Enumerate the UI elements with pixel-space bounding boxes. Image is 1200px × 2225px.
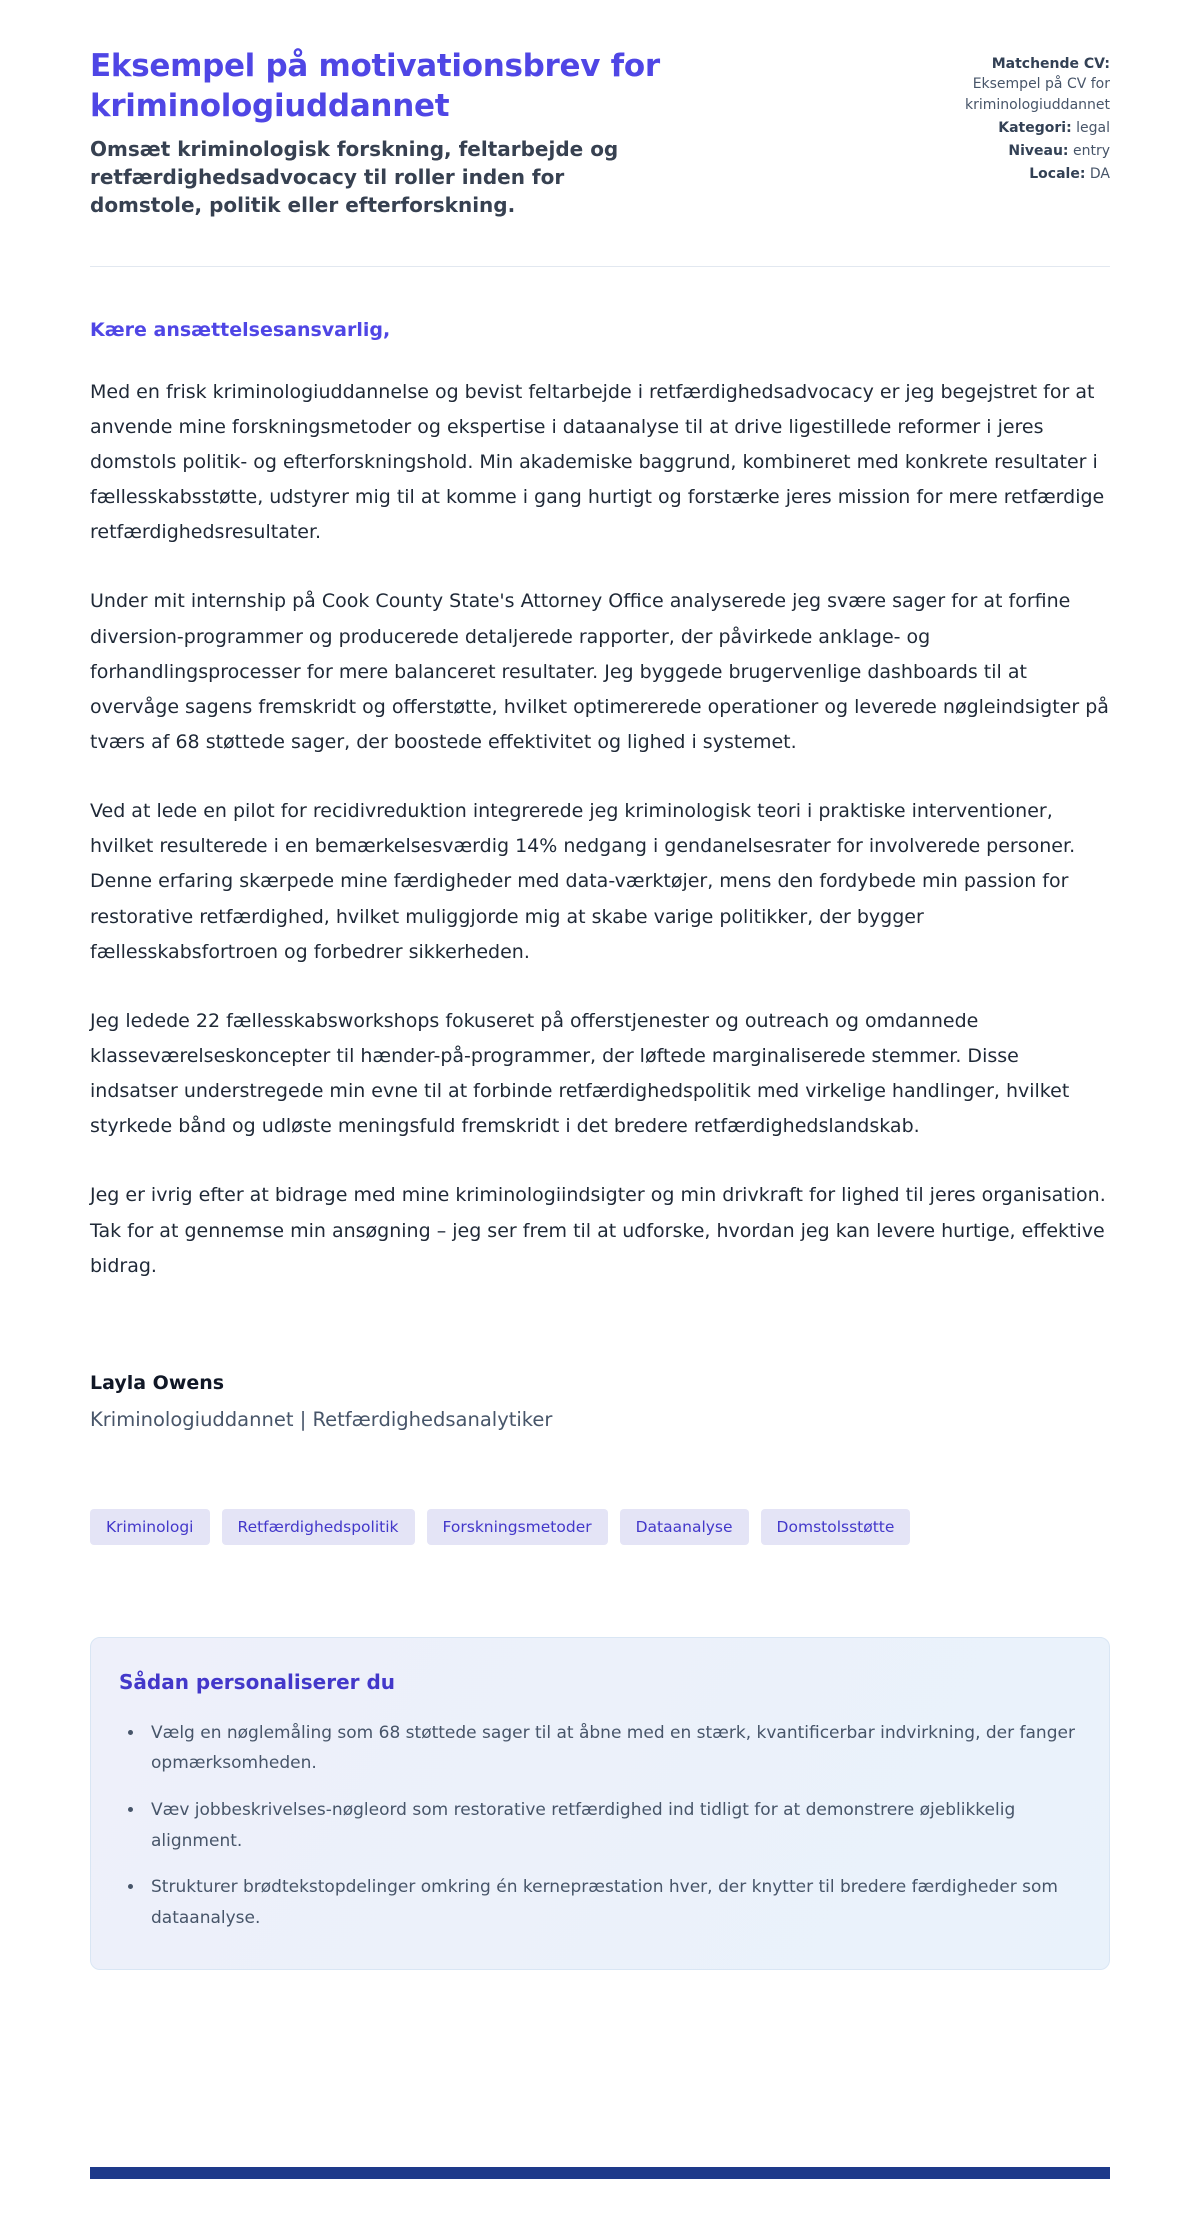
meta-category-value: legal bbox=[1076, 119, 1110, 136]
footer-accent-bar bbox=[90, 2167, 1110, 2179]
skill-tags bbox=[90, 1509, 1110, 1545]
signature-role: Kriminologiuddannet | Retfærdighedsanalytiker bbox=[90, 1407, 553, 1431]
letter-greeting: Kære ansættelsesansvarlig, bbox=[90, 318, 391, 341]
tips-list bbox=[119, 1718, 1081, 1934]
signature-name: Layla Owens bbox=[90, 1371, 225, 1394]
header bbox=[90, 46, 1110, 220]
meta-matching-cv-label: Matchende CV: bbox=[991, 56, 1110, 72]
letter-paragraph: Jeg er ivrig efter at bidrage med mine kriminologiindsigter og min drivkraft for lighed til jeres organisation. Tak for at gennemse min ansøgning – jeg ser frem til at udforske, hvordan jeg kan levere hurtige, effektive bidrag. bbox=[90, 1184, 1106, 1277]
meta-locale-label: Locale: bbox=[1029, 166, 1086, 183]
meta-locale bbox=[838, 164, 1110, 184]
meta-panel bbox=[838, 46, 1110, 188]
tips-heading: Sådan personaliserer du bbox=[119, 1669, 396, 1694]
letter-paragraphs bbox=[90, 375, 1110, 1284]
letter-paragraph: Ved at lede en pilot for recidivreduktion integrerede jeg kriminologisk teori i praktiske interventioner, hvilket resulterede i en bemærkelsesværdig 14% nedgang i gendanelsesrater for involverede personer. Denne erfaring skærpede mine færdigheder med data-værktøjer, mens den fordybede min passion for restorative retfærdighed, hvilket muliggjorde mig at skabe varige politikker, der bygger fællesskabsfortroen og forbedrer sikkerheden. bbox=[90, 800, 1076, 963]
page-subtitle: Omsæt kriminologisk forskning, feltarbejde og retfærdighedsadvocacy til roller inden for domstole, politik eller efterforskning. bbox=[90, 136, 619, 218]
skill-tag: Dataanalyse bbox=[620, 1509, 749, 1545]
letter-paragraph: Jeg ledede 22 fællesskabsworkshops fokuseret på offerstjenester og outreach og omdannede klasseværelseskoncepter til hænder-på-programmer, der løftede marginaliserede stemmer. Disse indsatser understregede min evne til at forbinde retfærdighedspolitik med virkelige handlinger, hvilket styrkede bånd og udløste meningsfuld fremskridt i det bredere retfærdighedslandskab. bbox=[90, 1009, 1070, 1138]
meta-level bbox=[838, 141, 1110, 161]
meta-level-label: Niveau: bbox=[1008, 143, 1069, 160]
tip-item: • Væv jobbeskrivelses-nøgleord som restorative retfærdighed ind tidligt for at demonstrere øjeblikkelig alignment. bbox=[145, 1795, 1081, 1856]
header-title-block bbox=[90, 46, 810, 220]
cover-letter-page bbox=[90, 0, 1110, 2179]
meta-matching-cv-value: Eksempel på CV for kriminologiuddannet bbox=[964, 76, 1110, 113]
tip-item: • Strukturer brødtekstopdelinger omkring én kernepræstation hver, der knytter til bredere færdigheder som dataanalyse. bbox=[145, 1872, 1081, 1933]
meta-category-label: Kategori: bbox=[998, 119, 1072, 136]
personalization-tips-box bbox=[90, 1637, 1110, 1971]
meta-locale-value: DA bbox=[1089, 166, 1110, 183]
page-title: Eksempel på motivationsbrev for kriminologiuddannet bbox=[90, 48, 660, 125]
skill-tag: Forskningsmetoder bbox=[427, 1509, 608, 1545]
meta-category bbox=[838, 118, 1110, 138]
skill-tag: Kriminologi bbox=[90, 1509, 210, 1545]
letter-paragraph: Under mit internship på Cook County State's Attorney Office analyserede jeg svære sager for at forfine diversion-programmer og producerede detaljerede rapporter, der påvirkede anklage- og forhandlingsprocesser for mere balanceret resultater. Jeg byggede brugervenlige dashboards til at overvåge sagens fremskridt og offerstøtte, hvilket optimererede operationer og leverede nøgleindsigter på tværs af 68 støttede sager, der boostede effektivitet og lighed i systemet. bbox=[90, 590, 1109, 754]
skill-tag: Domstolsstøtte bbox=[761, 1509, 911, 1545]
meta-level-value: entry bbox=[1072, 143, 1110, 160]
meta-matching-cv bbox=[838, 54, 1110, 115]
skill-tag: Retfærdighedspolitik bbox=[222, 1509, 415, 1545]
letter-body bbox=[90, 267, 1110, 1971]
tip-item: • Vælg en nøglemåling som 68 støttede sager til at åbne med en stærk, kvantificerbar indvirkning, der fanger opmærksomheden. bbox=[145, 1718, 1081, 1779]
letter-paragraph: Med en frisk kriminologiuddannelse og bevist feltarbejde i retfærdighedsadvocacy er jeg begejstret for at anvende mine forskningsmetoder og ekspertise i dataanalyse til at drive ligestillede reformer i jeres domstols politik- og efterforskningshold. Min akademiske baggrund, kombineret med konkrete resultater i fællesskabsstøtte, udstyrer mig til at komme i gang hurtigt og forstærke jeres mission for mere retfærdige retfærdighedsresultater. bbox=[90, 380, 1105, 544]
